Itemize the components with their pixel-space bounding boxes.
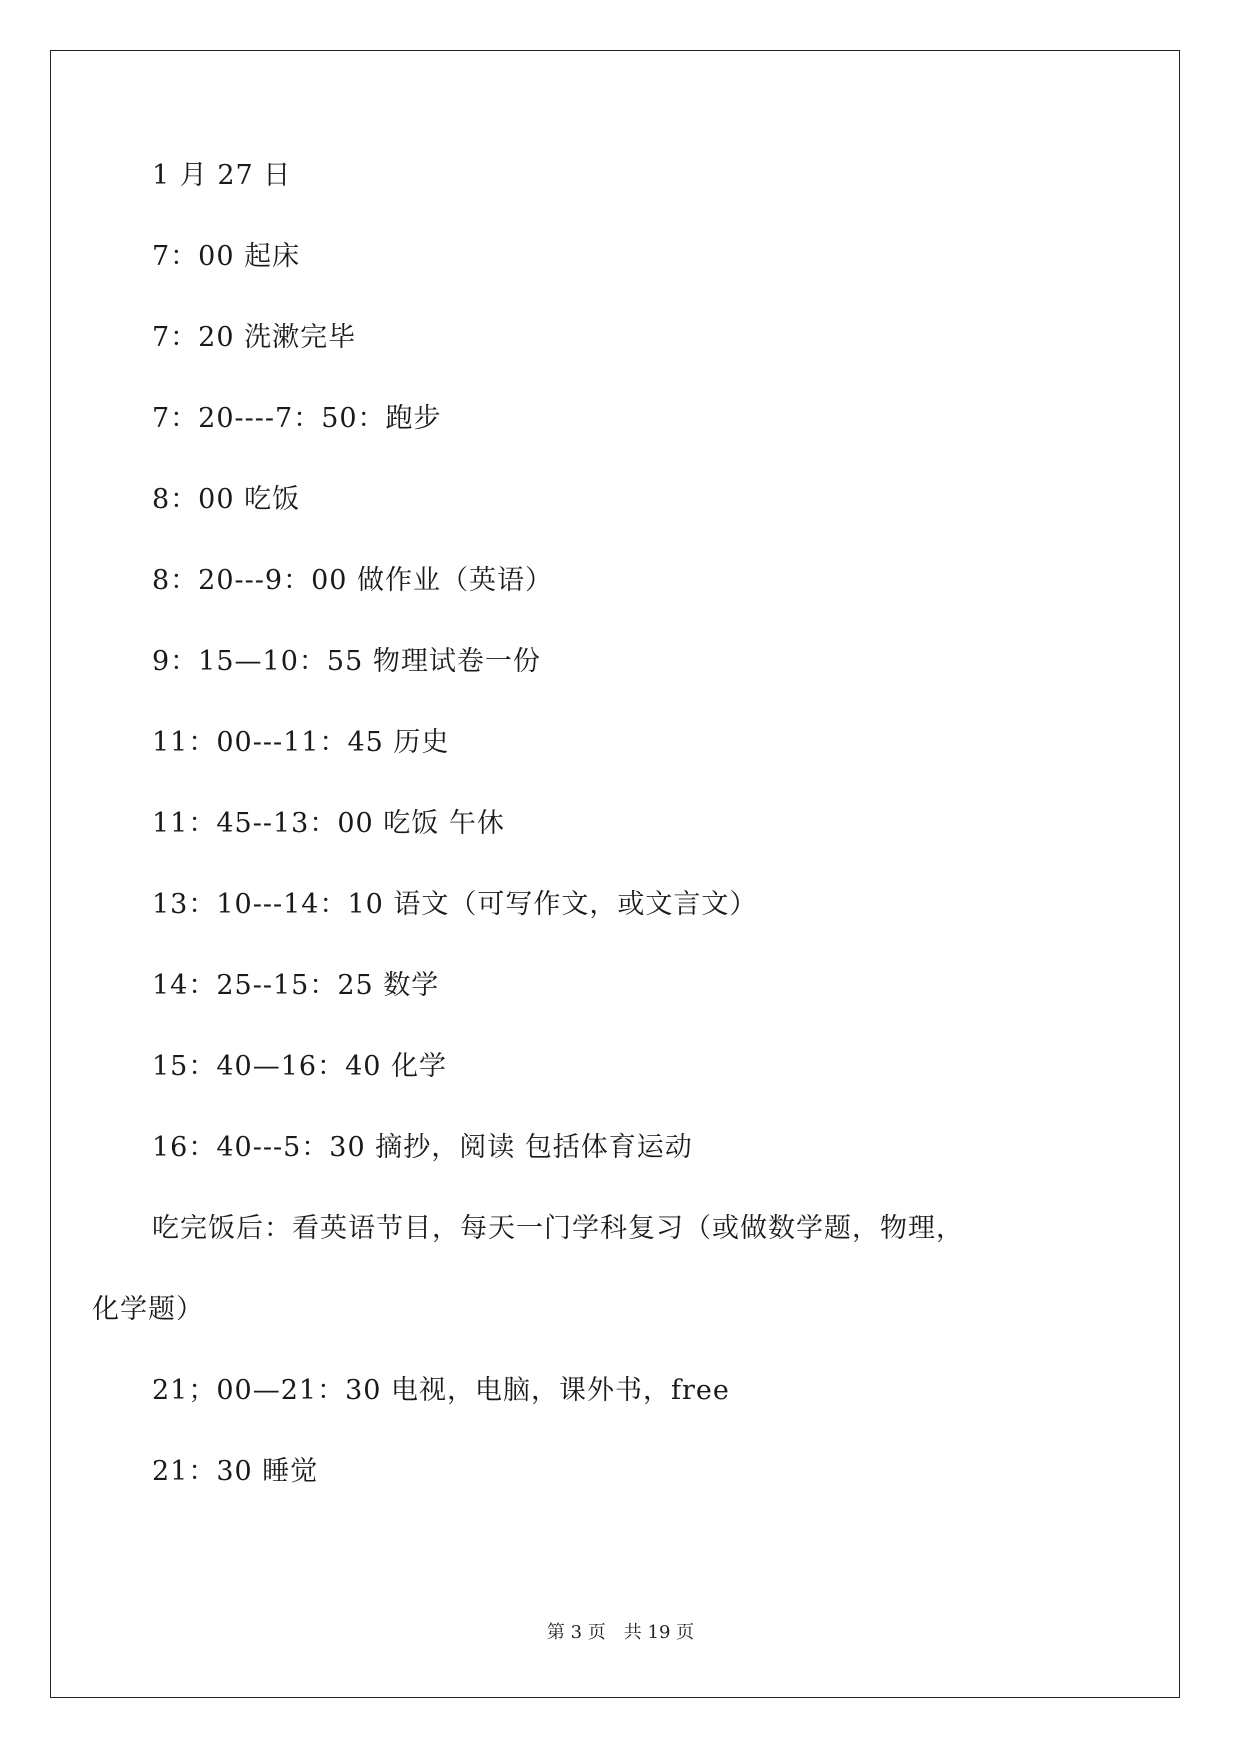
schedule-line: 21；00—21：30 电视，电脑，课外书，free xyxy=(152,1375,730,1406)
schedule-line: 11：00---11：45 历史 xyxy=(152,727,450,758)
schedule-line: 21：30 睡觉 xyxy=(152,1456,319,1487)
schedule-date: 1 月 27 日 xyxy=(152,160,292,191)
schedule-line: 8：00 吃饭 xyxy=(152,484,301,515)
document-body xyxy=(92,160,1112,1537)
schedule-paragraph-continued: 化学题） xyxy=(92,1294,204,1325)
page-number: 第 3 页 共 19 页 xyxy=(546,1622,695,1643)
schedule-line: 11：45--13：00 吃饭 午休 xyxy=(152,808,505,839)
schedule-line: 7：20----7：50：跑步 xyxy=(152,403,442,434)
schedule-line: 7：20 洗漱完毕 xyxy=(152,322,357,353)
schedule-line: 15：40—16：40 化学 xyxy=(152,1051,448,1082)
schedule-line: 14：25--15：25 数学 xyxy=(152,970,440,1001)
schedule-line: 16：40---5：30 摘抄，阅读 包括体育运动 xyxy=(152,1132,693,1163)
schedule-line: 7：00 起床 xyxy=(152,241,301,272)
schedule-line: 9：15—10：55 物理试卷一份 xyxy=(152,646,541,677)
schedule-line: 13：10---14：10 语文（可写作文，或文言文） xyxy=(152,889,758,920)
schedule-paragraph: 吃完饭后：看英语节目，每天一门学科复习（或做数学题，物理， xyxy=(152,1213,964,1244)
schedule-line: 8：20---9：00 做作业（英语） xyxy=(152,565,554,596)
